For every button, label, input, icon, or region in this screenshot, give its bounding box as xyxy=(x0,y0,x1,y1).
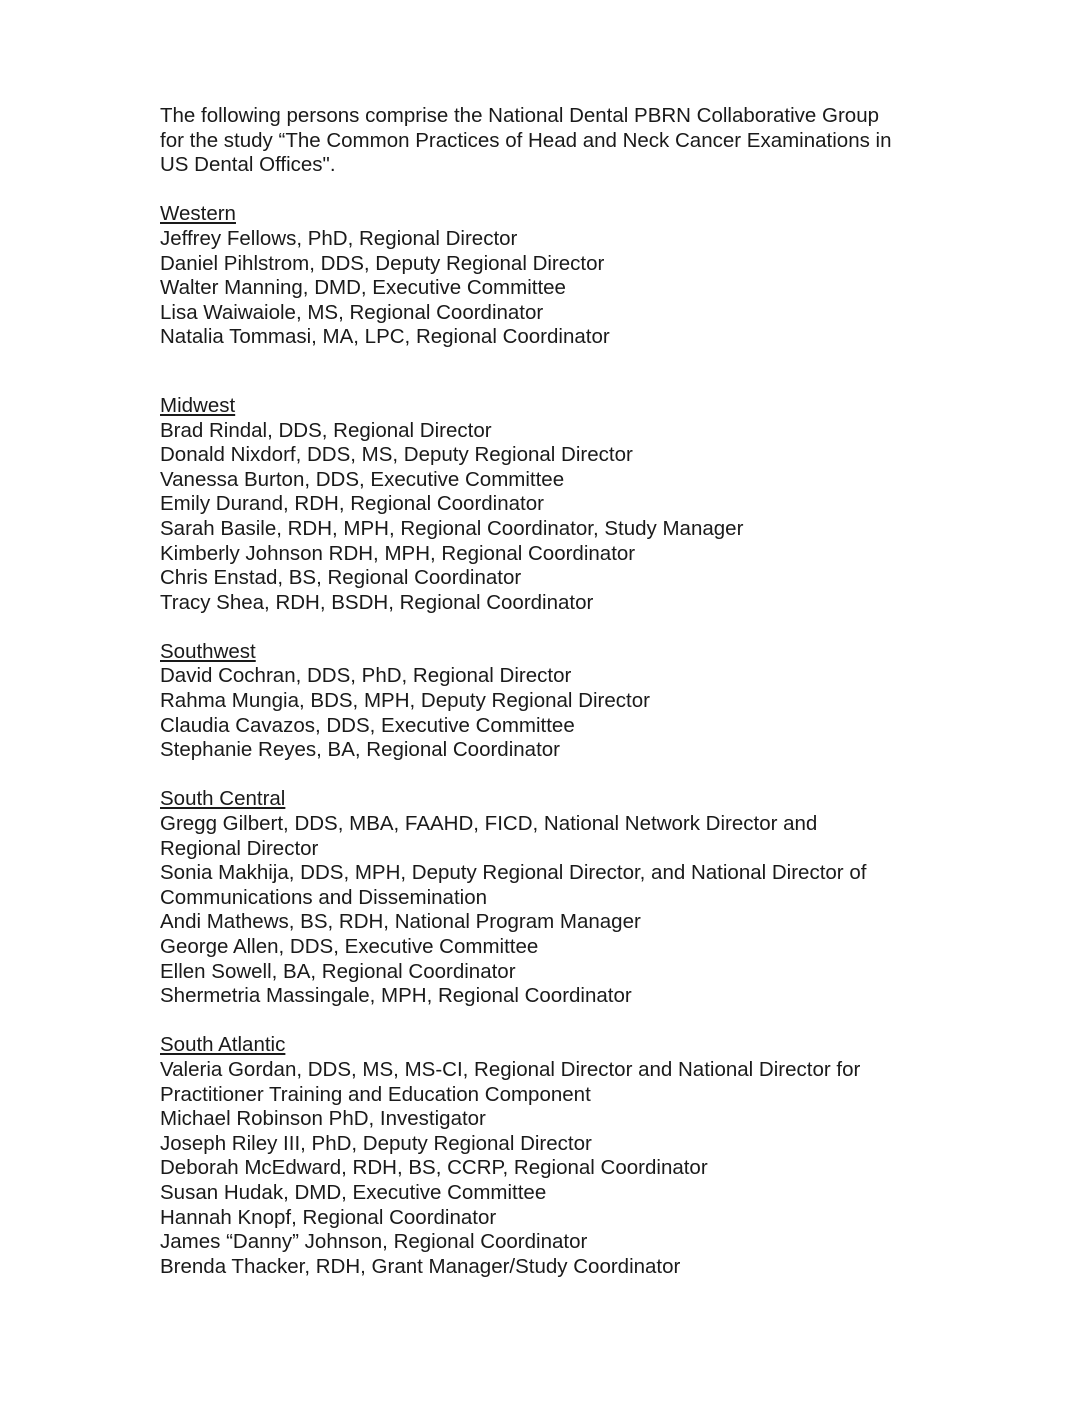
member-line: Jeffrey Fellows, PhD, Regional Director xyxy=(160,226,518,250)
section-south-central xyxy=(160,787,940,1008)
intro-paragraph xyxy=(160,104,940,178)
member-line: Emily Durand, RDH, Regional Coordinator xyxy=(160,492,544,516)
section-midwest xyxy=(160,394,940,615)
section-heading: Western xyxy=(160,202,236,226)
member-line: Donald Nixdorf, DDS, MS, Deputy Regional Director xyxy=(160,443,633,467)
member-line: Sonia Makhija, DDS, MPH, Deputy Regional Director, and National Director of xyxy=(160,861,867,885)
member-line: George Allen, DDS, Executive Committee xyxy=(160,935,539,958)
section-heading: Midwest xyxy=(160,393,236,417)
member-line: Michael Robinson PhD, Investigator xyxy=(160,1107,486,1131)
section-heading: Southwest xyxy=(160,639,256,663)
member-line: Natalia Tommasi, MA, LPC, Regional Coordinator xyxy=(160,325,610,349)
member-line: Ellen Sowell, BA, Regional Coordinator xyxy=(160,959,516,983)
intro-line: The following persons comprise the National Dental PBRN Collaborative Group xyxy=(160,104,879,127)
document-page xyxy=(160,104,940,1279)
member-line: Daniel Pihlstrom, DDS, Deputy Regional Director xyxy=(160,251,605,275)
section-western xyxy=(160,202,940,350)
member-line: Shermetria Massingale, MPH, Regional Coordinator xyxy=(160,984,632,1008)
member-line: Kimberly Johnson RDH, MPH, Regional Coordinator xyxy=(160,541,636,565)
member-line: Communications and Dissemination xyxy=(160,885,488,909)
member-line: Joseph Riley III, PhD, Deputy Regional Director xyxy=(160,1131,592,1155)
member-line: Valeria Gordan, DDS, MS, MS-CI, Regional Director and National Director for xyxy=(160,1057,861,1081)
section-south-atlantic xyxy=(160,1033,940,1279)
member-line: Practitioner Training and Education Component xyxy=(160,1082,591,1106)
member-line: David Cochran, DDS, PhD, Regional Director xyxy=(160,664,572,688)
member-line: Susan Hudak, DMD, Executive Committee xyxy=(160,1180,547,1204)
member-line: Regional Director xyxy=(160,836,319,860)
member-line: Vanessa Burton, DDS, Executive Committee xyxy=(160,467,565,491)
member-line: James “Danny” Johnson, Regional Coordinator xyxy=(160,1230,588,1254)
intro-line: US Dental Offices". xyxy=(160,153,336,177)
member-line: Andi Mathews, BS, RDH, National Program Manager xyxy=(160,910,641,934)
member-line: Rahma Mungia, BDS, MPH, Deputy Regional Director xyxy=(160,689,650,713)
section-heading: South Atlantic xyxy=(160,1033,286,1057)
member-line: Walter Manning, DMD, Executive Committee xyxy=(160,276,566,300)
member-line: Tracy Shea, RDH, BSDH, Regional Coordinator xyxy=(160,590,594,614)
member-line: Claudia Cavazos, DDS, Executive Committee xyxy=(160,713,575,737)
member-line: Brenda Thacker, RDH, Grant Manager/Study Coordinator xyxy=(160,1254,681,1278)
intro-line: for the study “The Common Practices of Head and Neck Cancer Examinations in xyxy=(160,128,892,152)
member-line: Gregg Gilbert, DDS, MBA, FAAHD, FICD, National Network Director and xyxy=(160,812,818,836)
member-line: Sarah Basile, RDH, MPH, Regional Coordinator, Study Manager xyxy=(160,516,744,540)
section-southwest xyxy=(160,640,940,763)
member-line: Lisa Waiwaiole, MS, Regional Coordinator xyxy=(160,300,544,324)
member-line: Deborah McEdward, RDH, BS, CCRP, Regional Coordinator xyxy=(160,1156,708,1180)
section-heading: South Central xyxy=(160,787,286,811)
member-line: Brad Rindal, DDS, Regional Director xyxy=(160,418,492,442)
member-line: Stephanie Reyes, BA, Regional Coordinator xyxy=(160,738,560,762)
member-line: Hannah Knopf, Regional Coordinator xyxy=(160,1205,497,1229)
member-line: Chris Enstad, BS, Regional Coordinator xyxy=(160,566,522,590)
